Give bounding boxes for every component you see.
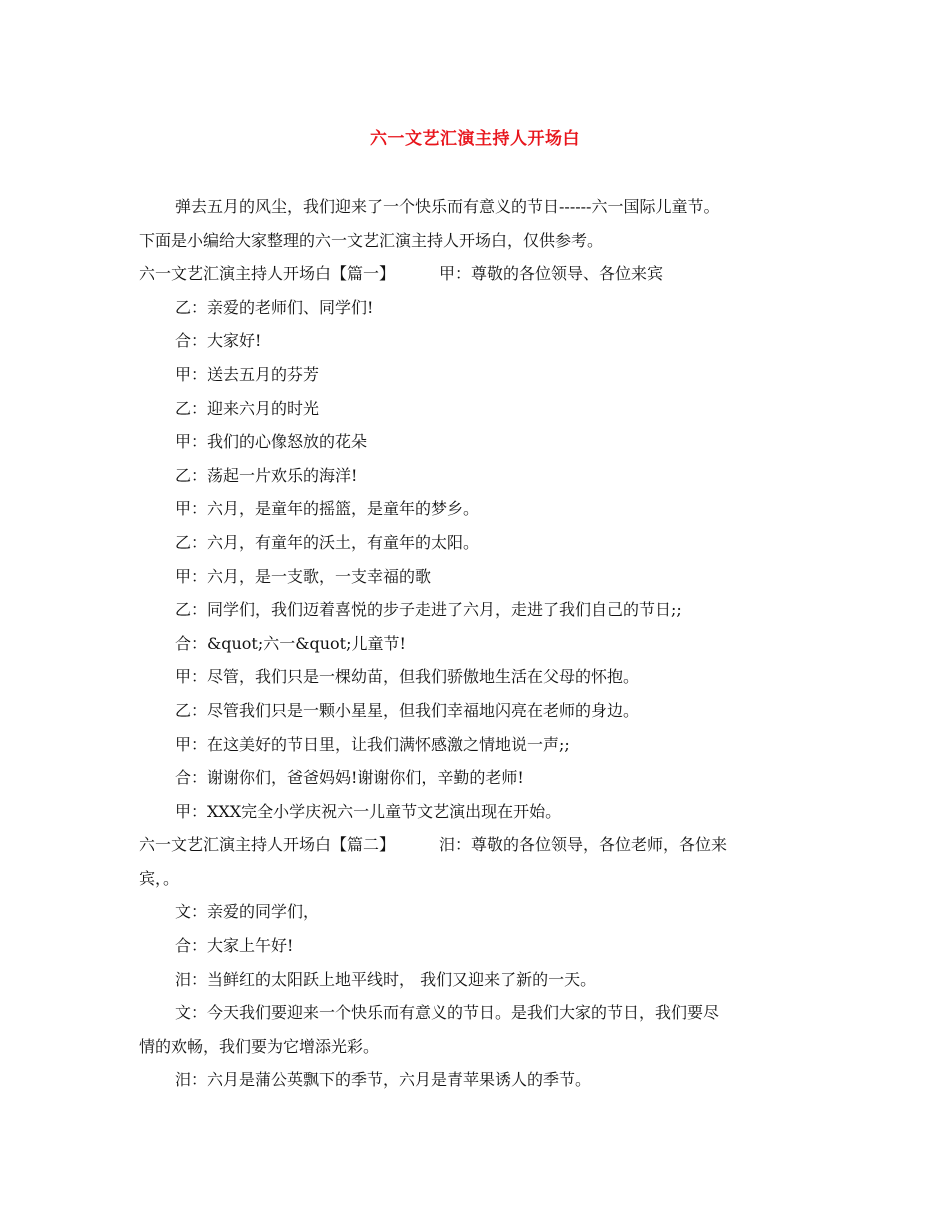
dialogue-line: 合：谢谢你们，爸爸妈妈!谢谢你们，辛勤的老师! <box>175 768 524 788</box>
dialogue-line: 甲：XXX完全小学庆祝六一儿童节文艺演出现在开始。 <box>175 801 562 821</box>
section-heading-line <box>139 828 829 862</box>
dialogue-line: 合：&quot;六一&quot;儿童节! <box>175 633 406 653</box>
dialogue-line: 情的欢畅，我们要为它增添光彩。 <box>139 1036 380 1056</box>
dialogue-line: 甲：在这美好的节日里，让我们满怀感激之情地说一声;; <box>175 734 570 754</box>
dialogue-line: 汨：当鲜红的太阳跃上地平线时， 我们又迎来了新的一天。 <box>175 969 597 989</box>
dialogue-line: 乙：尽管我们只是一颗小星星，但我们幸福地闪亮在老师的身边。 <box>175 700 640 720</box>
dialogue-line: 乙：迎来六月的时光 <box>175 398 320 418</box>
dialogue-line: 乙：亲爱的老师们、同学们! <box>175 297 374 317</box>
document-body <box>139 190 829 1097</box>
dialogue-line: 文：今天我们要迎来一个快乐而有意义的节日。是我们大家的节日，我们要尽 <box>175 1003 720 1023</box>
dialogue-line: 乙：荡起一片欢乐的海洋! <box>175 465 358 485</box>
dialogue-line: 甲：送去五月的芬芳 <box>175 364 320 384</box>
dialogue-line: 文：亲爱的同学们， <box>175 902 320 922</box>
dialogue-line: 宾，。 <box>139 868 180 888</box>
section-heading-line <box>139 257 829 291</box>
dialogue-line: 甲：六月，是一支歌，一支幸福的歌 <box>175 566 432 586</box>
dialogue-line: 甲：我们的心像怒放的花朵 <box>175 432 368 452</box>
document-title: 六一文艺汇演主持人开场白 <box>370 129 580 149</box>
dialogue-line: 乙：同学们，我们迈着喜悦的步子走进了六月，走进了我们自己的节日;; <box>175 600 682 620</box>
dialogue-line: 汨：六月是蒲公英飘下的季节，六月是青苹果诱人的季节。 <box>175 1070 592 1090</box>
intro-line: 下面是小编给大家整理的六一文艺汇演主持人开场白，仅供参考。 <box>139 230 604 250</box>
dialogue-line: 甲：尊敬的各位领导、各位来宾 <box>439 264 664 284</box>
dialogue-line: 甲：尽管，我们只是一棵幼苗，但我们骄傲地生活在父母的怀抱。 <box>175 667 640 687</box>
section-heading: 六一文艺汇演主持人开场白【篇二】 <box>139 835 396 855</box>
section-heading: 六一文艺汇演主持人开场白【篇一】 <box>139 264 396 284</box>
dialogue-line: 汨：尊敬的各位领导，各位老师，各位来 <box>439 835 728 855</box>
dialogue-line: 合：大家上午好! <box>175 936 294 956</box>
dialogue-line: 合：大家好! <box>175 331 262 351</box>
intro-line: 弹去五月的风尘，我们迎来了一个快乐而有意义的节日------六一国际儿童节。 <box>175 197 720 216</box>
dialogue-line: 乙：六月，有童年的沃土，有童年的太阳。 <box>175 532 480 552</box>
dialogue-line: 甲：六月，是童年的摇篮，是童年的梦乡。 <box>175 499 480 519</box>
